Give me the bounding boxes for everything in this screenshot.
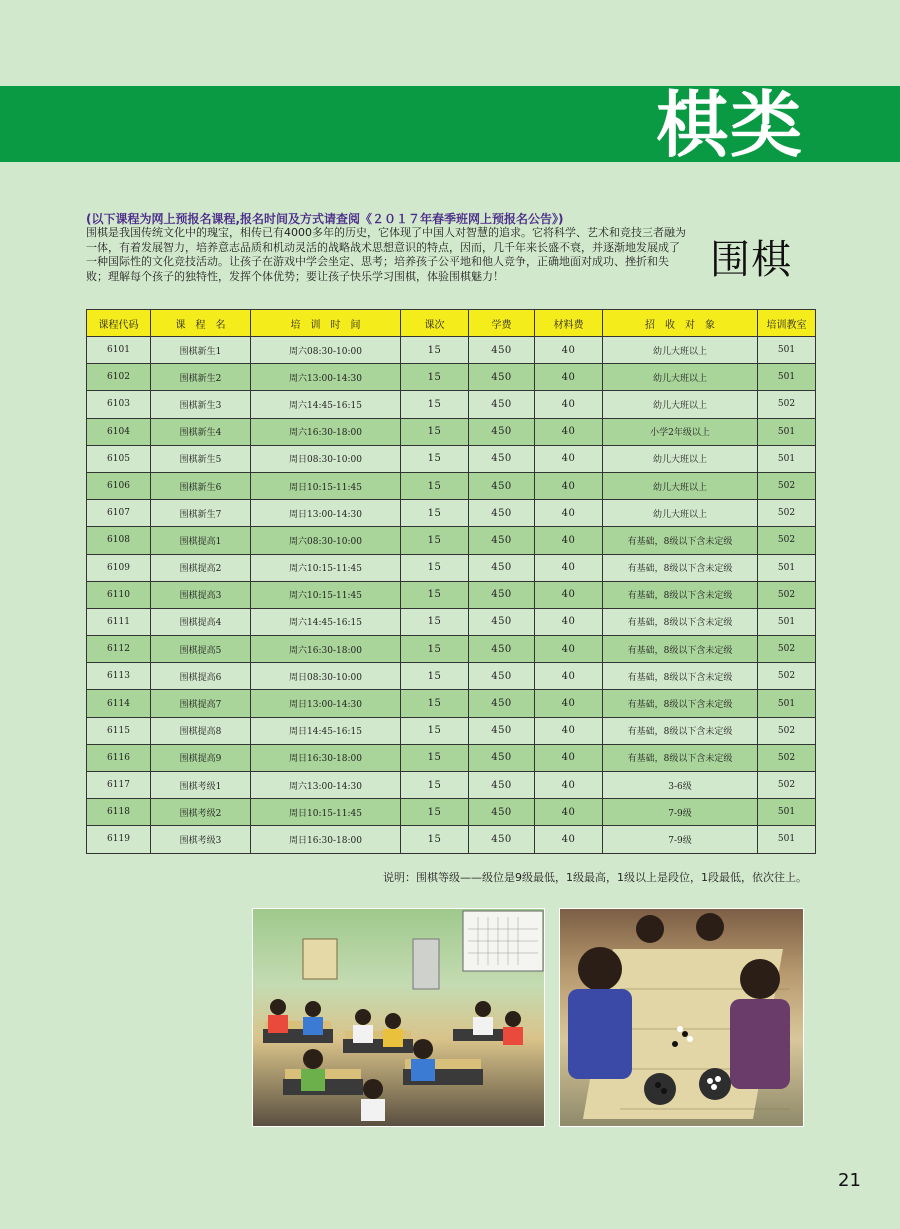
table-row (87, 445, 816, 472)
cell-target: 幼儿大班以上 (603, 500, 758, 527)
cell-tuition: 450 (469, 799, 535, 826)
cell-material-fee: 40 (535, 337, 603, 364)
cell-sessions: 15 (401, 337, 469, 364)
cell-sessions: 15 (401, 663, 469, 690)
cell-target: 有基础，8级以下含未定级 (603, 690, 758, 717)
cell-sessions: 15 (401, 690, 469, 717)
cell-schedule: 周日14:45-16:15 (251, 717, 401, 744)
table-row (87, 364, 816, 391)
cell-target: 幼儿大班以上 (603, 391, 758, 418)
cell-course-name: 围棋提高6 (151, 663, 251, 690)
cell-course-code: 6103 (87, 391, 151, 418)
cell-target: 有基础，8级以下含未定级 (603, 744, 758, 771)
cell-course-name: 围棋考级1 (151, 772, 251, 799)
cell-schedule: 周日10:15-11:45 (251, 799, 401, 826)
cell-tuition: 450 (469, 472, 535, 499)
cell-tuition: 450 (469, 445, 535, 472)
children-playing-photo (559, 908, 804, 1127)
course-intro: 围棋是我国传统文化中的瑰宝，相传已有4000多年的历史，它体现了中国人对智慧的追求。它将科学、艺术和竞技三者融为一体，有着发展智力，培养意志品质和机动灵活的战略战术思想意识的特点，因而，几千年来长盛不衰，并逐渐地发展成了一种国际性的文化竞技活动。让孩子在游戏中学会坐定、思考；培养孩子公平地和他人竞争，正确地面对成功、挫折和失败；理解每个孩子的独特性，发挥个体优势；要让孩子快乐学习围棋，体验围棋魅力！ (86, 226, 686, 283)
cell-target: 幼儿大班以上 (603, 337, 758, 364)
cell-sessions: 15 (401, 826, 469, 853)
cell-classroom: 502 (758, 581, 816, 608)
category-banner (0, 83, 900, 167)
cell-course-code: 6105 (87, 445, 151, 472)
cell-target: 有基础，8级以下含未定级 (603, 663, 758, 690)
cell-material-fee: 40 (535, 690, 603, 717)
cell-target: 有基础，8级以下含未定级 (603, 636, 758, 663)
cell-course-name: 围棋提高4 (151, 608, 251, 635)
cell-sessions: 15 (401, 717, 469, 744)
subject-title: 围棋 (710, 237, 792, 283)
cell-material-fee: 40 (535, 527, 603, 554)
grading-note: 说明：围棋等级——级位是9级最低，1级最高，1级以上是段位，1段最低，依次往上。 (383, 871, 807, 884)
cell-schedule: 周六16:30-18:00 (251, 418, 401, 445)
cell-tuition: 450 (469, 744, 535, 771)
cell-schedule: 周六08:30-10:00 (251, 337, 401, 364)
cell-schedule: 周日13:00-14:30 (251, 690, 401, 717)
cell-schedule: 周日08:30-10:00 (251, 445, 401, 472)
cell-tuition: 450 (469, 554, 535, 581)
cell-sessions: 15 (401, 527, 469, 554)
cell-course-code: 6117 (87, 772, 151, 799)
cell-material-fee: 40 (535, 636, 603, 663)
cell-classroom: 501 (758, 690, 816, 717)
cell-material-fee: 40 (535, 744, 603, 771)
cell-tuition: 450 (469, 527, 535, 554)
cell-course-code: 6107 (87, 500, 151, 527)
table-row (87, 391, 816, 418)
cell-sessions: 15 (401, 636, 469, 663)
cell-schedule: 周六13:00-14:30 (251, 772, 401, 799)
cell-classroom: 502 (758, 663, 816, 690)
cell-sessions: 15 (401, 772, 469, 799)
cell-schedule: 周六10:15-11:45 (251, 554, 401, 581)
cell-material-fee: 40 (535, 663, 603, 690)
cell-classroom: 502 (758, 472, 816, 499)
cell-tuition: 450 (469, 337, 535, 364)
cell-course-code: 6114 (87, 690, 151, 717)
cell-schedule: 周日16:30-18:00 (251, 744, 401, 771)
cell-sessions: 15 (401, 445, 469, 472)
cell-sessions: 15 (401, 418, 469, 445)
cell-sessions: 15 (401, 500, 469, 527)
cell-classroom: 502 (758, 744, 816, 771)
cell-sessions: 15 (401, 581, 469, 608)
cell-course-name: 围棋新生5 (151, 445, 251, 472)
cell-schedule: 周六08:30-10:00 (251, 527, 401, 554)
cell-course-code: 6119 (87, 826, 151, 853)
cell-classroom: 501 (758, 826, 816, 853)
cell-course-name: 围棋新生2 (151, 364, 251, 391)
header-course-code: 课程代码 (87, 310, 151, 337)
table-row (87, 636, 816, 663)
table-row (87, 663, 816, 690)
cell-schedule: 周六14:45-16:15 (251, 391, 401, 418)
cell-tuition: 450 (469, 636, 535, 663)
page-number: 21 (838, 1170, 861, 1191)
registration-notice: (以下课程为网上预报名课程,报名时间及方式请查阅《２０１７年春季班网上预报名公告》) (86, 212, 564, 226)
cell-sessions: 15 (401, 554, 469, 581)
cell-target: 有基础，8级以下含未定级 (603, 554, 758, 581)
cell-course-name: 围棋新生6 (151, 472, 251, 499)
cell-target: 有基础，8级以下含未定级 (603, 717, 758, 744)
cell-classroom: 502 (758, 391, 816, 418)
cell-sessions: 15 (401, 472, 469, 499)
cell-material-fee: 40 (535, 364, 603, 391)
cell-course-code: 6106 (87, 472, 151, 499)
cell-schedule: 周日16:30-18:00 (251, 826, 401, 853)
cell-course-name: 围棋新生4 (151, 418, 251, 445)
table-header-row (87, 310, 816, 337)
cell-course-code: 6115 (87, 717, 151, 744)
cell-classroom: 502 (758, 500, 816, 527)
cell-course-code: 6101 (87, 337, 151, 364)
cell-material-fee: 40 (535, 500, 603, 527)
cell-tuition: 450 (469, 690, 535, 717)
cell-classroom: 501 (758, 364, 816, 391)
header-sessions: 课次 (401, 310, 469, 337)
cell-material-fee: 40 (535, 581, 603, 608)
cell-course-code: 6112 (87, 636, 151, 663)
cell-course-code: 6104 (87, 418, 151, 445)
cell-material-fee: 40 (535, 717, 603, 744)
cell-tuition: 450 (469, 717, 535, 744)
cell-classroom: 501 (758, 608, 816, 635)
cell-tuition: 450 (469, 500, 535, 527)
cell-target: 幼儿大班以上 (603, 364, 758, 391)
header-classroom: 培训教室 (758, 310, 816, 337)
cell-classroom: 501 (758, 418, 816, 445)
cell-tuition: 450 (469, 608, 535, 635)
cell-target: 幼儿大班以上 (603, 472, 758, 499)
cell-tuition: 450 (469, 663, 535, 690)
cell-sessions: 15 (401, 391, 469, 418)
cell-course-name: 围棋提高1 (151, 527, 251, 554)
cell-target: 小学2年级以上 (603, 418, 758, 445)
table-row (87, 337, 816, 364)
table-row (87, 554, 816, 581)
table-row (87, 826, 816, 853)
cell-classroom: 502 (758, 772, 816, 799)
table-row (87, 472, 816, 499)
cell-sessions: 15 (401, 608, 469, 635)
cell-course-name: 围棋新生3 (151, 391, 251, 418)
cell-schedule: 周六16:30-18:00 (251, 636, 401, 663)
cell-course-name: 围棋考级3 (151, 826, 251, 853)
cell-course-code: 6111 (87, 608, 151, 635)
cell-material-fee: 40 (535, 826, 603, 853)
cell-schedule: 周六13:00-14:30 (251, 364, 401, 391)
cell-course-code: 6116 (87, 744, 151, 771)
cell-course-code: 6110 (87, 581, 151, 608)
cell-course-name: 围棋提高5 (151, 636, 251, 663)
table-row (87, 500, 816, 527)
cell-target: 有基础，8级以下含未定级 (603, 527, 758, 554)
cell-course-name: 围棋新生1 (151, 337, 251, 364)
header-tuition: 学费 (469, 310, 535, 337)
cell-course-name: 围棋考级2 (151, 799, 251, 826)
cell-course-code: 6102 (87, 364, 151, 391)
cell-schedule: 周日08:30-10:00 (251, 663, 401, 690)
cell-material-fee: 40 (535, 472, 603, 499)
cell-sessions: 15 (401, 799, 469, 826)
cell-classroom: 501 (758, 799, 816, 826)
header-course-name: 课 程 名 (151, 310, 251, 337)
cell-course-name: 围棋提高9 (151, 744, 251, 771)
header-target: 招 收 对 象 (603, 310, 758, 337)
cell-tuition: 450 (469, 364, 535, 391)
cell-material-fee: 40 (535, 554, 603, 581)
cell-course-name: 围棋新生7 (151, 500, 251, 527)
table-row (87, 690, 816, 717)
cell-tuition: 450 (469, 826, 535, 853)
cell-course-name: 围棋提高3 (151, 581, 251, 608)
cell-material-fee: 40 (535, 445, 603, 472)
cell-course-code: 6108 (87, 527, 151, 554)
cell-material-fee: 40 (535, 608, 603, 635)
cell-sessions: 15 (401, 744, 469, 771)
cell-material-fee: 40 (535, 391, 603, 418)
cell-classroom: 502 (758, 527, 816, 554)
cell-schedule: 周六14:45-16:15 (251, 608, 401, 635)
header-schedule: 培 训 时 间 (251, 310, 401, 337)
course-table (86, 309, 816, 854)
cell-classroom: 501 (758, 445, 816, 472)
table-row (87, 418, 816, 445)
table-row (87, 772, 816, 799)
table-row (87, 581, 816, 608)
cell-sessions: 15 (401, 364, 469, 391)
cell-course-code: 6113 (87, 663, 151, 690)
cell-tuition: 450 (469, 418, 535, 445)
cell-tuition: 450 (469, 391, 535, 418)
cell-tuition: 450 (469, 772, 535, 799)
cell-course-code: 6109 (87, 554, 151, 581)
table-row (87, 744, 816, 771)
cell-target: 幼儿大班以上 (603, 445, 758, 472)
cell-course-name: 围棋提高8 (151, 717, 251, 744)
classroom-photo (252, 908, 545, 1127)
cell-material-fee: 40 (535, 772, 603, 799)
cell-schedule: 周日10:15-11:45 (251, 472, 401, 499)
cell-target: 有基础，8级以下含未定级 (603, 581, 758, 608)
cell-classroom: 502 (758, 717, 816, 744)
table-row (87, 527, 816, 554)
table-row (87, 608, 816, 635)
cell-tuition: 450 (469, 581, 535, 608)
table-row (87, 799, 816, 826)
cell-schedule: 周六10:15-11:45 (251, 581, 401, 608)
header-material-fee: 材料费 (535, 310, 603, 337)
cell-target: 7-9级 (603, 826, 758, 853)
cell-classroom: 501 (758, 337, 816, 364)
cell-material-fee: 40 (535, 799, 603, 826)
table-row (87, 717, 816, 744)
cell-target: 有基础，8级以下含未定级 (603, 608, 758, 635)
cell-target: 3-6级 (603, 772, 758, 799)
cell-target: 7-9级 (603, 799, 758, 826)
cell-classroom: 501 (758, 554, 816, 581)
cell-course-name: 围棋提高7 (151, 690, 251, 717)
cell-course-code: 6118 (87, 799, 151, 826)
category-title: 棋类 (655, 83, 804, 167)
cell-course-name: 围棋提高2 (151, 554, 251, 581)
cell-classroom: 502 (758, 636, 816, 663)
cell-schedule: 周日13:00-14:30 (251, 500, 401, 527)
cell-material-fee: 40 (535, 418, 603, 445)
